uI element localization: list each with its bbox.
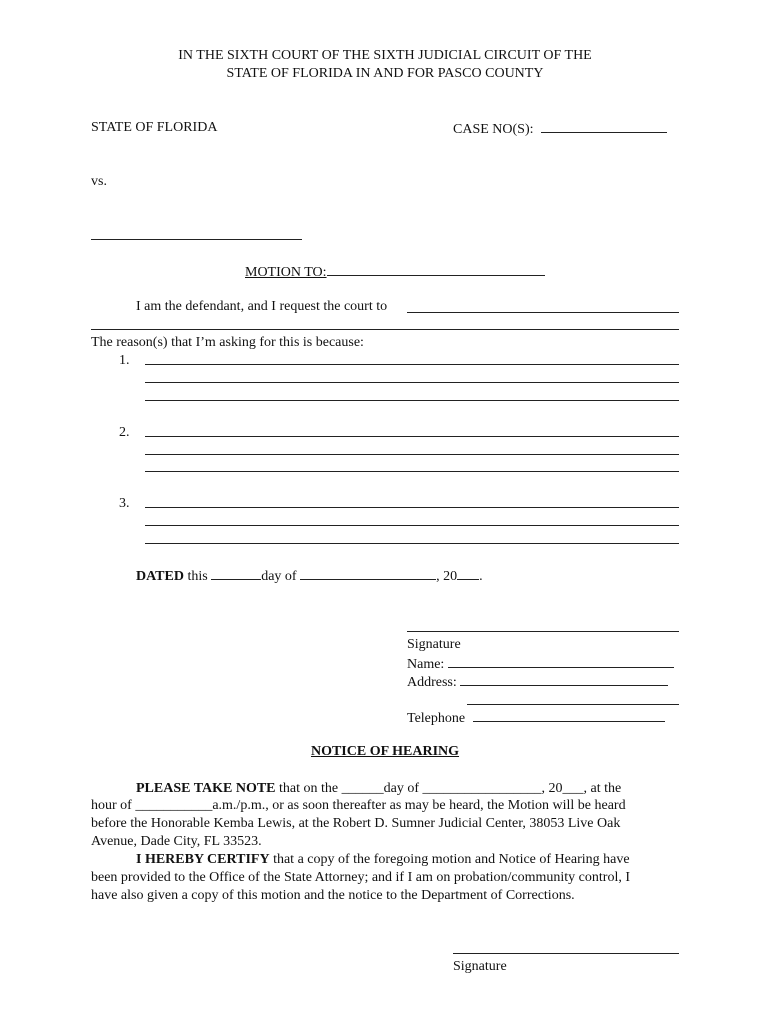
motion-title[interactable] (245, 262, 545, 282)
reason-number-2: 2. (119, 425, 130, 440)
reason-2-line-2[interactable] (145, 454, 679, 455)
reason-number-1: 1. (119, 353, 130, 368)
dated-year-prefix: , 20 (436, 569, 458, 584)
case-number-blank[interactable] (541, 119, 667, 133)
certify-label: I HEREBY CERTIFY (136, 852, 270, 867)
motion-title-blank[interactable] (327, 262, 545, 276)
footer-signature-blank[interactable] (453, 953, 679, 954)
versus-label: vs. (91, 174, 107, 189)
notice-title-text: NOTICE OF HEARING (310, 744, 460, 759)
certify-line-3: have also given a copy of this motion and the notice to the Department of Corrections. (91, 888, 575, 903)
notice-line-1 (136, 780, 621, 798)
case-number-field[interactable] (453, 119, 667, 139)
reasons-intro: The reason(s) that I’m asking for this is because: (91, 335, 364, 350)
reason-2-line-1[interactable] (145, 436, 679, 437)
case-number-label: CASE NO(S): (453, 122, 534, 137)
notice-line-3: before the Honorable Kemba Lewis, at the Robert D. Sumner Judicial Center, 38053 Live Oak (91, 816, 621, 831)
motion-title-label: MOTION TO: (245, 265, 327, 280)
name-label: Name: (407, 657, 445, 672)
reason-2-line-3[interactable] (145, 471, 679, 472)
address-blank-2[interactable] (467, 704, 679, 705)
court-header-line2: STATE OF FLORIDA IN AND FOR PASCO COUNTY (226, 66, 544, 81)
address-label: Address: (407, 675, 457, 690)
dated-month-blank[interactable] (300, 566, 436, 580)
certify-rest: that a copy of the foregoing motion and Notice of Hearing have (273, 852, 630, 867)
reason-3-line-3[interactable] (145, 543, 679, 544)
telephone-field[interactable] (407, 708, 665, 728)
certify-line-2: been provided to the Office of the State Attorney; and if I am on probation/community control, I (91, 870, 630, 885)
reason-1-line-2[interactable] (145, 382, 679, 383)
notice-on-the: that on the ______day of _________________, 20___, at the (279, 781, 622, 796)
address-field[interactable] (407, 672, 668, 692)
reason-3-line-1[interactable] (145, 507, 679, 508)
defendant-name-blank[interactable] (91, 239, 302, 240)
telephone-label: Telephone (407, 711, 466, 726)
request-text: I am the defendant, and I request the court to (136, 299, 388, 314)
dated-day-of: day of (261, 569, 297, 584)
name-field[interactable] (407, 654, 674, 674)
notice-title (0, 743, 770, 761)
reason-number-3: 3. (119, 496, 130, 511)
telephone-blank[interactable] (473, 708, 665, 722)
dated-year-blank[interactable] (457, 566, 479, 580)
dated-label: DATED (136, 569, 184, 584)
please-take-note: PLEASE TAKE NOTE (136, 781, 276, 796)
notice-line-2: hour of ___________a.m./p.m., or as soon thereafter as may be heard, the Motion will be heard (91, 798, 626, 813)
signature-label: Signature (407, 637, 461, 652)
name-blank[interactable] (448, 654, 674, 668)
dated-line (136, 566, 483, 586)
signature-blank[interactable] (407, 631, 679, 632)
dated-end: . (479, 569, 483, 584)
plaintiff-name: STATE OF FLORIDA (91, 120, 218, 135)
court-header-line1: IN THE SIXTH COURT OF THE SIXTH JUDICIAL CIRCUIT OF THE (178, 48, 592, 63)
request-blank-2[interactable] (91, 329, 679, 330)
reason-1-line-1[interactable] (145, 364, 679, 365)
address-blank[interactable] (460, 672, 668, 686)
dated-this: this (187, 569, 208, 584)
footer-signature-label: Signature (453, 959, 507, 974)
notice-line-4: Avenue, Dade City, FL 33523. (91, 834, 262, 849)
request-blank[interactable] (407, 312, 679, 313)
dated-day-blank[interactable] (211, 566, 261, 580)
certify-line-1 (136, 851, 630, 869)
reason-1-line-3[interactable] (145, 400, 679, 401)
reason-3-line-2[interactable] (145, 525, 679, 526)
